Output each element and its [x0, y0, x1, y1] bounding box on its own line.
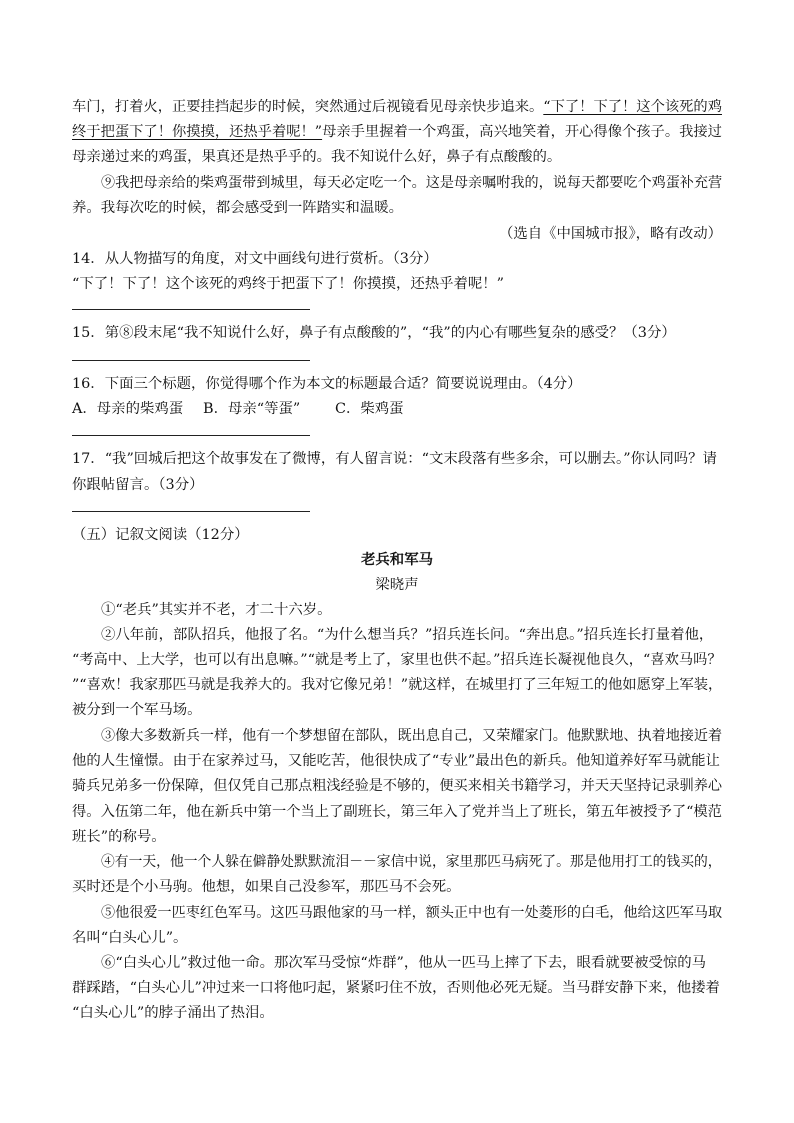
paragraph-6-line: “白头心儿”的脖子涌出了热泪。 — [72, 1005, 274, 1021]
paragraph-5-line: 名叫“白头心儿”。 — [72, 930, 188, 946]
paragraph-3-line: 得。入伍第二年，他在新兵中第一个当上了副班长，第三年入了党并当上了班长，第五年被授予了“模范 — [72, 804, 722, 820]
paragraph-2-line: ”“喜欢！我家那匹马就是我养大的。我对它像兄弟！”就这样，在城里打了三年短工的他如愿穿上军装， — [72, 677, 723, 693]
paragraph-3-line: ③像大多数新兵一样，他有一个梦想留在部队，既出息自己，又荣耀家门。他默默地、执着地接近着 — [101, 728, 723, 744]
section-heading: （五）记叙文阅读（12分） — [72, 527, 249, 543]
passage-text: 车门，打着火，正要挂挡起步的时候，突然通过后视镜看见母亲快步追来。 — [72, 99, 544, 115]
passage-text: 母亲手里握着一个鸡蛋，高兴地笑着，开心得像个孩子。我接过 — [322, 124, 722, 140]
question-17: 你跟帖留言。（3分） — [72, 477, 204, 493]
question-17: 17．“我”回城后把这个故事发在了微博，有人留言说：“文末段落有些多余，可以删去。”你认同吗？请 — [72, 451, 717, 467]
passage-line — [72, 123, 722, 141]
paragraph-4-line: 买时还是个小马驹。他想，如果自己没参军，那匹马不会死。 — [72, 879, 461, 895]
answer-line[interactable] — [72, 435, 310, 436]
question-16: 16．下面三个标题，你觉得哪个作为本文的标题最合适？简要说说理由。（4分） — [72, 376, 582, 392]
underlined-sentence: 终于把蛋下了！你摸摸，还热乎着呢！” — [72, 124, 323, 140]
paragraph-4-line: ④有一天，他一个人躲在僻静处默默流泪－－家信中说，家里那匹马病死了。那是他用打工的钱买的， — [101, 854, 722, 870]
paragraph-3-line: 班长”的称号。 — [72, 829, 166, 845]
paragraph-2-line: “考高中、上大学，也可以有出息嘛。”“就是考上了，家里也供不起。”招兵连长凝视他良久，“喜欢马吗？ — [72, 652, 722, 668]
paragraph-3-line: 他的人生憧憬。由于在家养过马，又能吃苦，他很快成了“专业”最出色的新兵。他知道养好军马就能让 — [72, 753, 720, 769]
underlined-sentence: “下了！下了！这个该死的鸡 — [543, 99, 722, 115]
article-title: 老兵和军马 — [361, 551, 433, 568]
paragraph-1: ①“老兵”其实并不老，才二十六岁。 — [101, 602, 332, 618]
option-c: C．柴鸡蛋 — [335, 401, 404, 417]
answer-line[interactable] — [72, 511, 310, 512]
passage-line — [72, 98, 722, 116]
paragraph-6-line: ⑥“白头心儿”救过他一命。那次军马受惊“炸群”，他从一匹马上摔了下去，眼看就要被受惊的马 — [101, 955, 707, 971]
answer-line[interactable] — [72, 360, 310, 361]
question-14-quote: “下了！下了！这个该死的鸡终于把蛋下了！你摸摸，还热乎着呢！” — [72, 276, 505, 292]
paragraph-3-line: 骑兵兄弟多一份保障，但仅凭自己那点粗浅经验是不够的，便买来相关书籍学习，并天天坚持记录驯养心 — [72, 778, 723, 794]
question-15: 15．第⑧段末尾“我不知说什么好，鼻子有点酸酸的”，“我”的内心有哪些复杂的感受？（3分） — [72, 325, 676, 341]
option-b: B．母亲“等蛋” — [203, 401, 301, 417]
passage-line: 母亲递过来的鸡蛋，果真还是热乎乎的。我不知说什么好，鼻子有点酸酸的。 — [72, 149, 562, 165]
paragraph-2-line: ②八年前，部队招兵，他报了名。“为什么想当兵？”招兵连长问。“奔出息。”招兵连长打量着他， — [101, 627, 714, 643]
source-citation: （选自《中国城市报》，略有改动） — [498, 226, 722, 242]
paragraph-2-line: 被分到一个军马场。 — [72, 702, 202, 718]
paragraph-5-line: ⑤他很爱一匹枣红色军马。这匹马跟他家的马一样，额头正中也有一处菱形的白毛，他给这匹军马取 — [101, 905, 723, 921]
option-a: A．母亲的柴鸡蛋 — [72, 401, 184, 417]
paragraph-9-line: ⑨我把母亲给的柴鸡蛋带到城里，每天必定吃一个。这是母亲嘱咐我的，说每天都要吃个鸡蛋补充营 — [101, 175, 723, 191]
paragraph-6-line: 群踩踏，“白头心儿”冲过来一口将他叼起，紧紧叼住不放，否则他必死无疑。当马群安静下来，他搂着 — [72, 980, 720, 996]
question-14: 14．从人物描写的角度，对文中画线句进行赏析。（3分） — [72, 251, 438, 267]
paragraph-9-line: 养。我每次吃的时候，都会感受到一阵踏实和温暖。 — [72, 200, 403, 216]
question-16-options — [72, 400, 404, 418]
answer-line[interactable] — [72, 309, 310, 310]
article-author: 梁晓声 — [375, 577, 419, 593]
